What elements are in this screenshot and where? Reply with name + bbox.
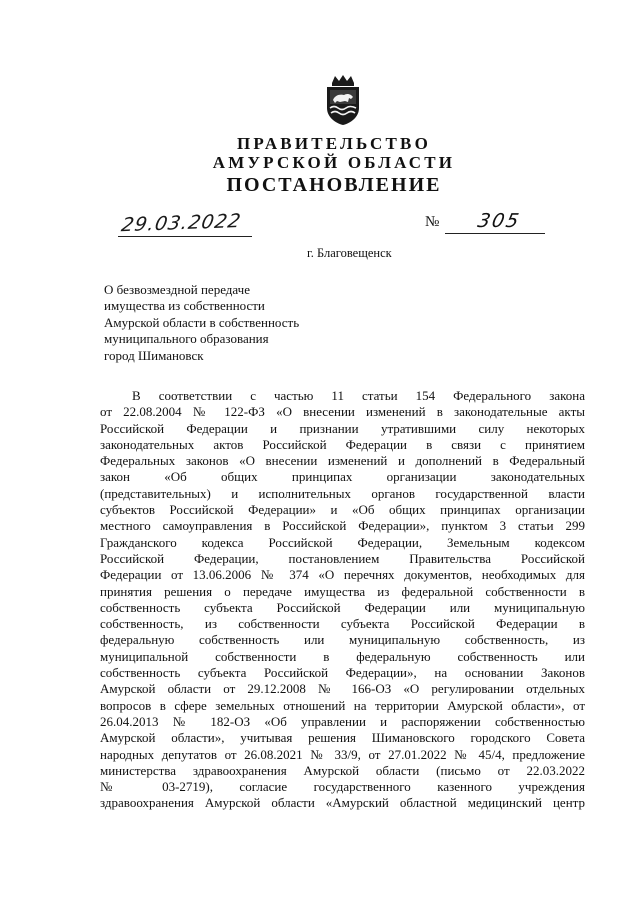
body-line: субъектов Российской Федерации» и «Об общих принципах организации — [100, 502, 585, 518]
body-line: законодательных актов Российской Федерации в связи с принятием — [100, 436, 585, 452]
body-line: закон «Об общих принципах организации законодательных — [100, 469, 585, 485]
body-line: Амурской области от 29.12.2008 № 166-ОЗ «О регулировании отдельных — [100, 681, 585, 697]
document-number: 305 — [475, 210, 523, 232]
subject-line: Амурской области в собственность — [104, 314, 300, 330]
document-type: ПОСТАНОВЛЕНИЕ — [226, 174, 442, 196]
body-line: собственность, из собственности субъекта Российской Федерации в — [100, 616, 585, 632]
city-label: г. Благовещенск — [307, 246, 392, 260]
document-body — [100, 388, 585, 812]
subject-line: город Шимановск — [104, 347, 204, 363]
org-name-line1: ПРАВИТЕЛЬСТВО — [237, 134, 431, 153]
body-line: федеральную собственность или муниципальную собственность, из — [100, 632, 585, 648]
body-line: здравоохранения Амурской области «Амурский областной медицинский центр — [100, 795, 585, 811]
body-line: 26.04.2013 № 182-ОЗ «Об управлении и распоряжении собственностью — [100, 713, 585, 729]
date-underline — [118, 236, 252, 237]
body-line: от 22.08.2004 № 122-ФЗ «О внесении изменений в законодательные акты — [100, 404, 585, 420]
subject-line: О безвозмездной передаче — [104, 282, 250, 297]
body-line: вопросов в сфере земельных отношений на территории Амурской области», от — [100, 697, 585, 713]
body-line: министерства здравоохранения Амурской области (письмо от 22.03.2022 — [100, 762, 585, 778]
body-line: Гражданского кодекса Российской Федерации, Земельным кодексом — [100, 534, 585, 550]
body-line: Амурской области», учитывая решения Шимановского городского Совета — [100, 730, 585, 746]
subject-line: муниципального образования — [104, 331, 269, 347]
body-line: В соответствии с частью 11 статьи 154 Федерального закона — [132, 388, 585, 403]
body-line: Российской Федерации, постановлением Правительства Российской — [100, 550, 585, 566]
number-underline — [445, 233, 545, 234]
body-line: собственность субъекта Российской Федерации или муниципальную — [100, 599, 585, 615]
body-line: Российской Федерации и признании утратившими силу некоторых — [100, 420, 585, 436]
document-date: 29.03.2022 — [119, 210, 244, 237]
body-line: Федерации от 13.06.2006 № 374 «О перечнях документов, необходимых для — [100, 567, 585, 583]
body-line: собственность субъекта Российской Федерации», на основании Законов — [100, 665, 585, 681]
document-subject — [104, 282, 394, 364]
coat-of-arms-icon — [321, 74, 365, 126]
body-line: народных депутатов от 26.08.2021 № 33/9, от 27.01.2022 № 45/4, предложение — [100, 746, 585, 762]
org-name-line2: АМУРСКОЙ ОБЛАСТИ — [212, 153, 456, 172]
body-line: Федеральных законов «О внесении изменений и дополнений в Федеральный — [100, 453, 585, 469]
body-line: муниципальной собственности в федеральную собственность или — [100, 648, 585, 664]
body-line: № 03-2719), согласие государственного казенного учреждения — [100, 779, 585, 795]
number-label: № — [425, 214, 440, 230]
body-line: (представительных) и исполнительных органов государственной власти — [100, 485, 585, 501]
subject-line: имущества из собственности — [104, 298, 265, 314]
body-line: принятия решения о передаче имущества из федеральной собственности в — [100, 583, 585, 599]
body-line: местного самоуправления в Российской Федерации», пунктом 3 статьи 299 — [100, 518, 585, 534]
